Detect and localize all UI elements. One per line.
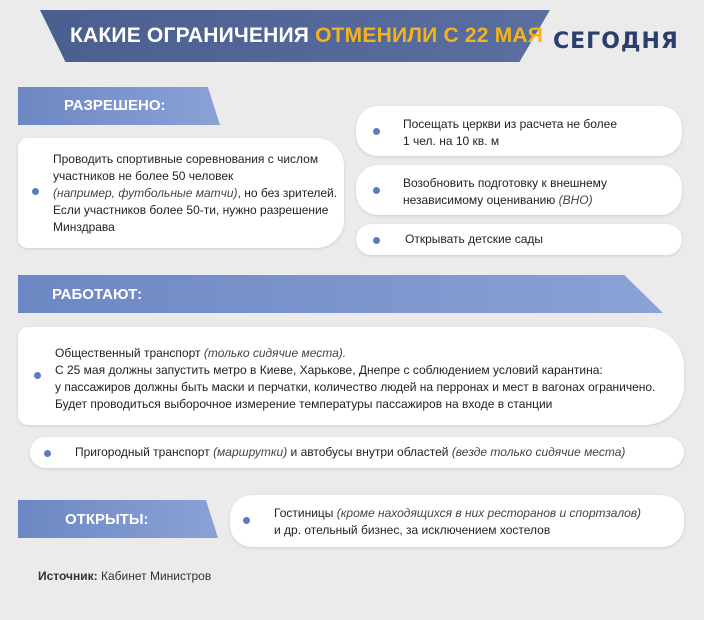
source-note [38, 569, 211, 583]
title-part-2: ОТМЕНИЛИ С 22 МАЯ [315, 24, 544, 47]
vno-line-1: Возобновить подготовку к внешнему [403, 176, 608, 190]
sports-example: (например, футбольные матчи) [53, 186, 238, 200]
title-part-1: КАКИЕ ОГРАНИЧЕНИЯ [70, 24, 310, 47]
logo: СЕГОДНЯ [553, 29, 679, 54]
vno-line-2 [403, 192, 593, 209]
churches-line-2: 1 чел. на 10 кв. м [403, 134, 500, 148]
page-title [70, 24, 543, 48]
section-label-allowed: РАЗРЕШЕНО: [64, 97, 166, 114]
transport-note: (только сидячие места). [203, 346, 347, 360]
section-label-working: РАБОТАЮТ: [52, 286, 143, 303]
suburban-note: (маршрутки) [213, 445, 288, 459]
churches-line-1: Посещать церкви из расчета не более [403, 117, 618, 131]
suburban-line [75, 444, 625, 461]
hotels-line-2: и др. отельный бизнес, за исключением хостелов [274, 523, 551, 537]
bullet [373, 187, 380, 194]
suburban-buses: и автобусы внутри областей [290, 445, 449, 459]
sports-line-1: Проводить спортивные соревнования с числом [53, 152, 319, 166]
sports-line-2: участников не более 50 человек [53, 169, 234, 183]
hotels-exception: (кроме находящихся в них ресторанов и спортзалов) [336, 506, 642, 520]
transport-line-1 [55, 345, 346, 362]
bullet [44, 450, 51, 457]
bullet [373, 237, 380, 244]
transport-line-2: С 25 мая должны запустить метро в Киеве, Харькове, Днепре с соблюдением условий карантина: [55, 363, 603, 377]
sports-line-4: Если участников более 50-ти, нужно разрешение [53, 203, 329, 217]
suburban-title: Пригородный транспорт [75, 445, 210, 459]
transport-line-4: Будет проводиться выборочное измерение температуры пассажиров на входе в станции [55, 397, 553, 411]
source-label: Источник: [38, 569, 98, 583]
hotels-line-1 [274, 505, 641, 522]
bullet [34, 372, 41, 379]
vno-text: независимому оцениванию [403, 193, 556, 207]
vno-abbrev: (ВНО) [558, 193, 593, 207]
section-label-open: ОТКРЫТЫ: [65, 511, 149, 528]
suburban-seats-note: (везде только сидячие места) [451, 445, 626, 459]
sports-line-5: Минздрава [53, 220, 115, 234]
sports-no-spectators: , но без зрителей. [237, 186, 338, 200]
bullet [32, 188, 39, 195]
transport-title: Общественный транспорт [55, 346, 201, 360]
bullet [373, 128, 380, 135]
bullet [243, 517, 250, 524]
hotels-title: Гостиницы [274, 506, 334, 520]
kindergartens-text: Открывать детские сады [405, 232, 544, 246]
source-value: Кабинет Министров [101, 569, 212, 583]
sports-line-3 [53, 185, 337, 202]
transport-line-3: у пассажиров должны быть маски и перчатки, количество людей на перронах и мест в вагонах ограничено. [55, 380, 656, 394]
